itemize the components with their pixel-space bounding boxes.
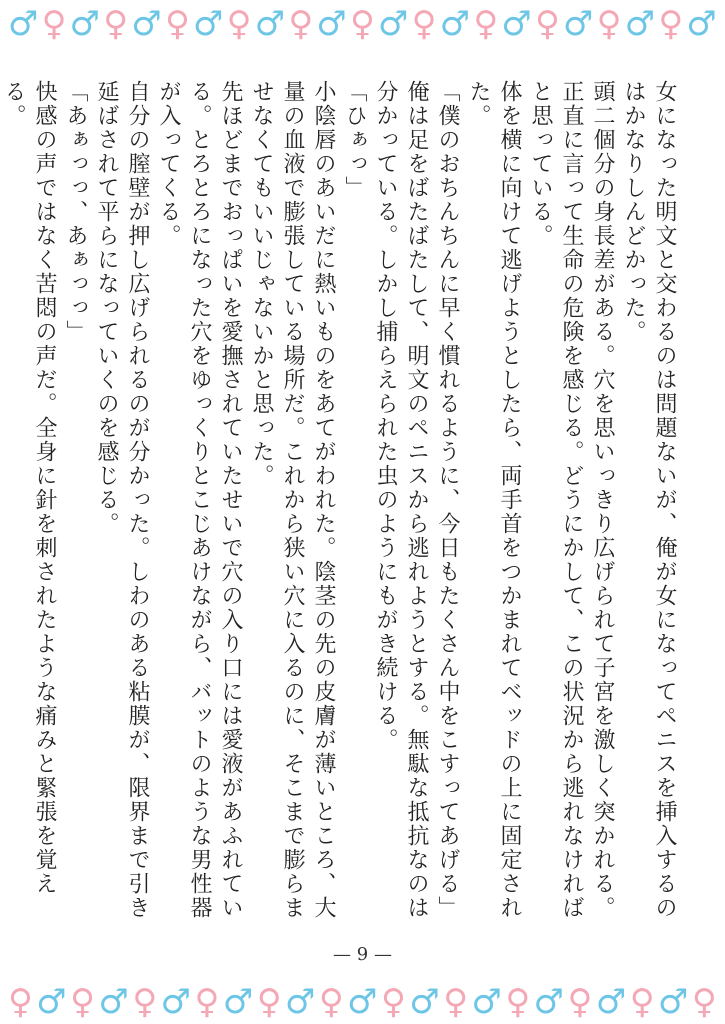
female-symbol-icon: ♀	[194, 982, 220, 1022]
paragraph: 「僕のおちんちんに早く慣れるように、今日もたくさん中をこすってあげる」	[435, 80, 460, 920]
male-symbol-icon: ♂	[409, 982, 440, 1022]
female-symbol-icon: ♀	[691, 982, 717, 1022]
male-symbol-icon: ♂	[471, 982, 502, 1022]
paragraph: 頭二個分の身長差がある。穴を思いっきり広げられて子宮を激しく突かれる。正直に言って生命の危険を感じる。どうにかして、この状況から逃れなければと思っている。	[528, 80, 615, 920]
vertical-text-body	[1, 80, 680, 920]
male-symbol-icon: ♂	[501, 4, 532, 44]
paragraph: 小陰唇のあいだに熱いものをあてがわれた。陰茎の先の皮膚が薄いところ、大量の血液で膨張している場所だ。これから狭い穴に入るのに、そこまで膨らませなくてもいいじゃないかと思った。	[249, 80, 336, 920]
male-symbol-icon: ♂	[563, 4, 594, 44]
paragraph: 先ほどまでおっぱいを愛撫されていたせいで穴の入り口には愛液があふれている。とろとろになった穴をゆっくりとこじあけながら、バットのような男性器が入ってくる。	[156, 80, 243, 920]
male-symbol-icon: ♂	[439, 4, 471, 44]
paragraph: 女になった明文と交わるのは問題ないが、俺が女になってペニスを挿入するのはかなりしんどかった。	[621, 80, 677, 920]
female-symbol-icon: ♀	[443, 982, 469, 1022]
female-symbol-icon: ♀	[349, 4, 375, 44]
female-symbol-icon: ♀	[256, 982, 282, 1022]
male-symbol-icon: ♂	[36, 982, 67, 1022]
male-symbol-icon: ♂	[131, 4, 162, 44]
female-symbol-icon: ♀	[132, 982, 158, 1022]
female-symbol-icon: ♀	[658, 4, 684, 44]
male-symbol-icon: ♂	[686, 4, 717, 44]
male-symbol-icon: ♂	[222, 982, 254, 1022]
female-symbol-icon: ♀	[164, 4, 190, 44]
paragraph: 「あぁっっ、あぁっっ」	[63, 80, 88, 344]
female-symbol-icon: ♀	[381, 982, 406, 1022]
female-symbol-icon: ♀	[8, 982, 33, 1022]
male-symbol-icon: ♂	[316, 4, 347, 44]
paragraph: 体を横に向けて逃げようとしたら、両手首をつかまれてベッドの上に固定された。	[466, 80, 522, 920]
female-symbol-icon: ♀	[505, 982, 531, 1022]
male-symbol-icon: ♂	[624, 4, 656, 44]
female-symbol-icon: ♀	[473, 4, 499, 44]
paragraph: 俺は足をばたばたして、明文のペニスから逃れようとする。無駄な抵抗なのは分かっている。しかし捕らえられた虫のようにもがき続ける。	[373, 80, 429, 920]
female-symbol-icon: ♀	[411, 4, 437, 44]
female-symbol-icon: ♀	[535, 4, 560, 44]
male-symbol-icon: ♂	[254, 4, 286, 44]
male-symbol-icon: ♂	[595, 982, 627, 1022]
female-symbol-icon: ♀	[288, 4, 314, 44]
page-number: — 9 —	[333, 944, 392, 965]
male-symbol-icon: ♂	[98, 982, 129, 1022]
female-symbol-icon: ♀	[70, 982, 96, 1022]
female-symbol-icon: ♀	[41, 4, 67, 44]
female-symbol-icon: ♀	[318, 982, 344, 1022]
female-symbol-icon: ♀	[226, 4, 252, 44]
male-symbol-icon: ♂	[193, 4, 224, 44]
male-symbol-icon: ♂	[347, 982, 378, 1022]
female-symbol-icon: ♀	[629, 982, 655, 1022]
male-symbol-icon: ♂	[658, 982, 689, 1022]
male-symbol-icon: ♂	[284, 982, 316, 1022]
paragraph: 快感の声ではなく苦悶の声だ。全身に針を刺されたような痛みと緊張を覚える。	[1, 80, 57, 896]
male-symbol-icon: ♂	[378, 4, 409, 44]
paragraph: 自分の膣壁が押し広げられるのが分かった。しわのある粘膜が、限界まで引き延ばされて平らになっていくのを感じる。	[94, 80, 150, 920]
top-border-ornament	[0, 2, 725, 46]
bottom-border-ornament	[0, 980, 725, 1024]
female-symbol-icon: ♀	[567, 982, 593, 1022]
male-symbol-icon: ♂	[8, 4, 39, 44]
paragraph: 「ひぁっ」	[342, 80, 367, 200]
male-symbol-icon: ♂	[69, 4, 101, 44]
female-symbol-icon: ♀	[103, 4, 129, 44]
male-symbol-icon: ♂	[533, 982, 565, 1022]
male-symbol-icon: ♂	[160, 982, 192, 1022]
female-symbol-icon: ♀	[596, 4, 622, 44]
